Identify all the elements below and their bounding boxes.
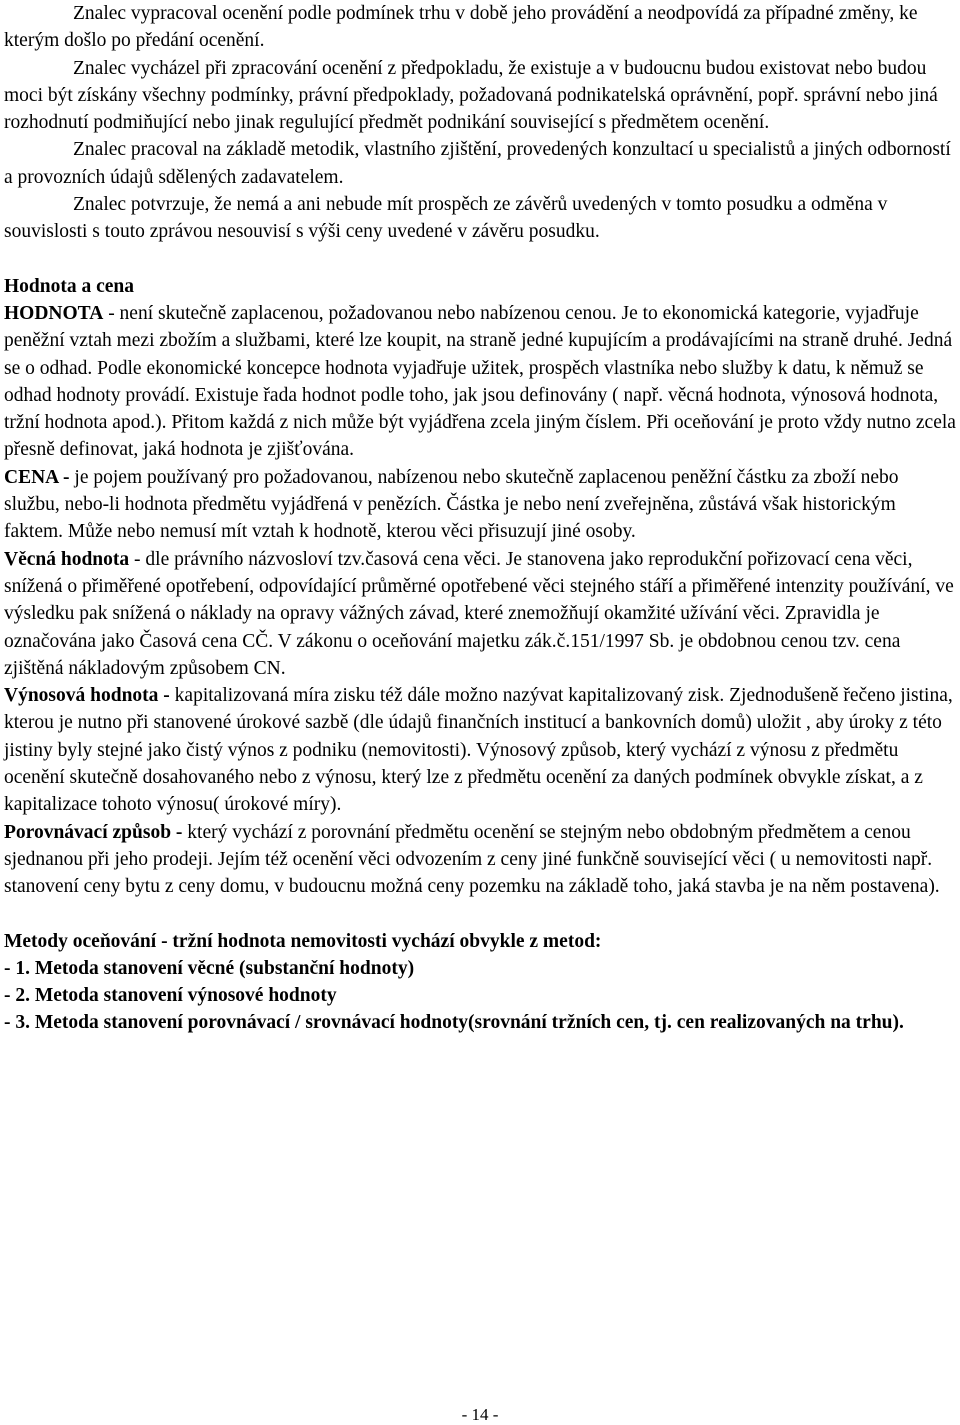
definition-porovnavaci-zpusob [4, 819, 956, 901]
intro-paragraph-methodology: Znalec pracoval na základě metodik, vlastního zjištění, provedených konzultací u specialistů a jiných odborností a provozních údajů sdělených zadavatelem. [4, 139, 951, 188]
definition-hodnota [4, 300, 956, 464]
section-title: Hodnota a cena [4, 275, 135, 297]
definition-hodnota-text: - není skutečně zaplacenou, požadovanou nebo nabízenou cenou. Je to ekonomická kategorie, vyjadřuje peněžní vztah mezi zbožím a službami, které lze koupit, na straně jedné kupujícím a prodávajícími na straně druhé. Jedná se o odhad. Podle ekonomické koncepce hodnota vyjadřuje užitek, prospěch vlastníka nebo služby k datu, k němuž se odhad hodnoty provádí. Existuje řada hodnot podle toho, jak jsou definovány ( např. věcná hodnota, výnosová hodnota, tržní hodnota apod.). Přitom každá z nich může být vyjádřena zcela jiným číslem. Při oceňování je proto vždy nutno zcela přesně definovat, jaká hodnota je zjišťována. [4, 302, 956, 461]
term-vecna-hodnota: Věcná hodnota [4, 548, 130, 570]
definition-vynosova-hodnota-text: kapitalizovaná míra zisku též dále možno nazývat kapitalizovaný zisk. Zjednodušeně řečeno jistina, kterou je nutno při stanovené úrokové sazbě (dle údajů finančních institucí a bankovních domů) uložit , aby úroky z této jistiny byly stejné jako čistý výnos z podniku (nemovitosti). Výnosový způsob, který vychází z výnosu z předmětu ocenění skutečně dosahovaného nebo z výnosu, který lze z předmětu ocenění za daných podmínek obvykle získat, a z kapitalizace tohoto výnosu( úrokové míry). [4, 685, 953, 816]
intro-paragraph-assumptions: Znalec vycházel při zpracování ocenění z předpokladu, že existuje a v budoucnu budou existovat nebo budou moci být získány všechny podmínky, právní předpoklady, požadovaná podnikatelská oprávnění, popř. správní nebo jiná rozhodnutí podmiňující nebo jinak regulující předmět podnikání související s předmětem ocenění. [4, 57, 938, 134]
definition-vecna-hodnota-text: - dle právního názvosloví tzv.časová cena věci. Je stanovena jako reprodukční pořizovací cena věci, snížená o přiměřené opotřebení, odpovídající průměrné opotřebené věci stejného stáří a přiměřené intenzity používání, ve výsledku pak snížená o náklady na opravy vážných závad, které znemožňují okamžité užívání věci. Zpravidla je označována jako Časová cena CČ. V zákonu o oceňování majetku zák.č.151/1997 Sb. je obdobnou cenou tzv. cena zjištěná nákladovým způsobem CN. [4, 548, 954, 679]
document-page [4, 0, 956, 1037]
method-item-3: - 3. Metoda stanovení porovnávací / srovnávací hodnoty(srovnání tržních cen, tj. cen realizovaných na trhu). [4, 1012, 904, 1034]
spacer [4, 246, 956, 273]
definition-vecna-hodnota [4, 546, 956, 682]
definition-porovnavaci-zpusob-text: který vychází z porovnání předmětu ocenění se stejným nebo obdobným předmětem a cenou sjednanou při jeho prodeji. Jejím též ocenění věci odvozením z ceny jiné funkčně související věci ( u nemovitosti např. stanovení ceny bytu z ceny domu, v budoucnu možná ceny pozemku na základě toho, jaká stavba je na něm postavena). [4, 821, 940, 898]
definition-cena-text: je pojem používaný pro požadovanou, nabízenou nebo skutečně zaplacenou peněžní částku za zboží nebo službu, nebo-li hodnota předmětu vyjádřená v penězích. Částka je nebo není zveřejněna, zůstává však historickým faktem. Může nebo nemusí mít vztah k hodnotě, kterou věci přisuzují jiné osoby. [4, 466, 899, 543]
intro-paragraph-no-benefit: Znalec potvrzuje, že nemá a ani nebude mít prospěch ze závěrů uvedených v tomto posudku a odměna v souvislosti s touto zprávou nesouvisí s výši ceny uvedené v závěru posudku. [4, 194, 888, 243]
term-porovnavaci-zpusob: Porovnávací způsob - [4, 821, 183, 843]
methods-list [4, 928, 956, 1037]
term-cena: CENA - [4, 466, 70, 488]
definition-vynosova-hodnota [4, 682, 956, 818]
term-hodnota: HODNOTA [4, 302, 104, 324]
definition-cena [4, 464, 956, 546]
spacer [4, 901, 956, 928]
intro-paragraph-market-conditions: Znalec vypracoval ocenění podle podmínek trhu v době jeho provádění a neodpovídá za případné změny, ke kterým došlo po předání ocenění. [4, 3, 918, 52]
page-number: - 14 - [461, 1405, 499, 1424]
method-item-2: - 2. Metoda stanovení výnosové hodnoty [4, 985, 337, 1007]
term-vynosova-hodnota: Výnosová hodnota - [4, 685, 170, 707]
methods-title: Metody oceňování - tržní hodnota nemovitosti vychází obvykle z metod: [4, 930, 602, 952]
method-item-1: - 1. Metoda stanovení věcné (substanční hodnoty) [4, 957, 415, 979]
